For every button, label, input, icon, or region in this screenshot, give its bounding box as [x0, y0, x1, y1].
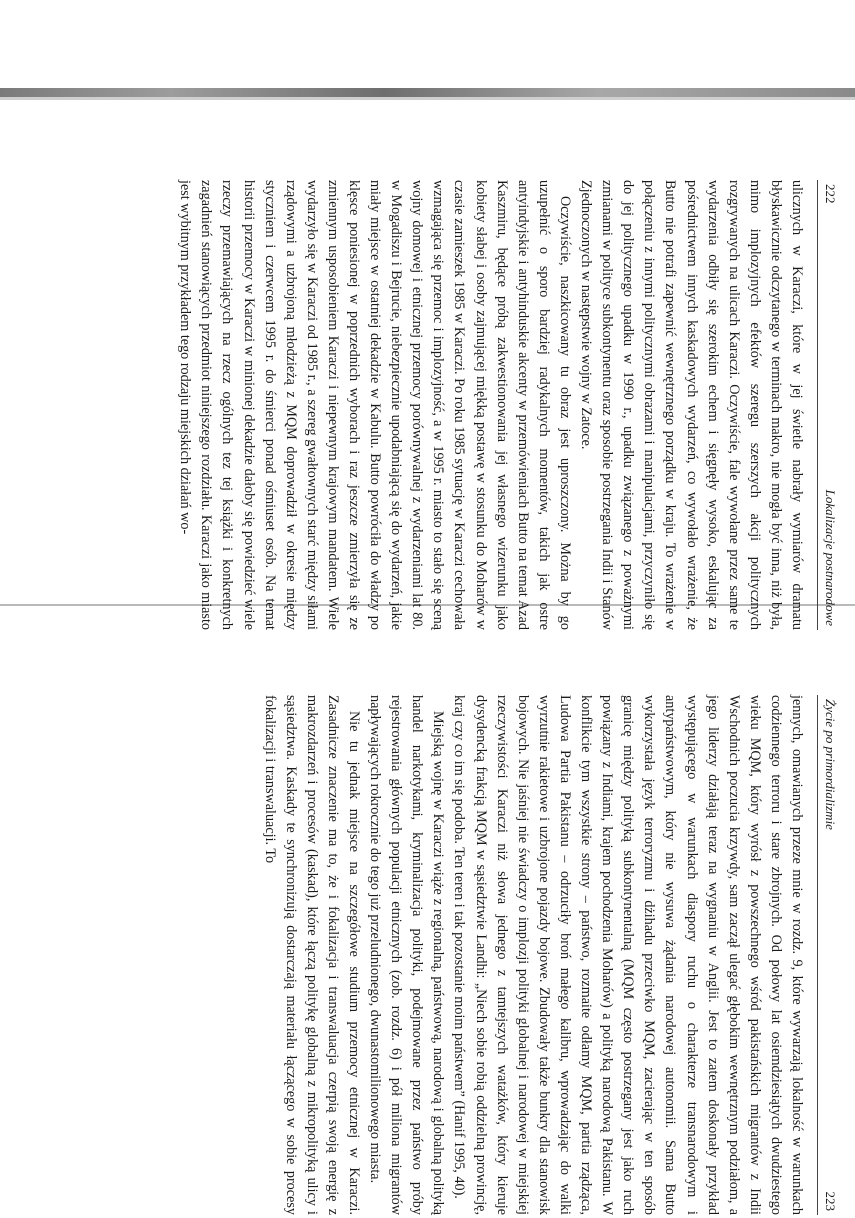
running-title: Lokalizacje postnarodowe [823, 489, 838, 626]
paragraph: Oczywiście, naszkicowany tu obraz jest uproszczony. Można by go uzupełnić o sporo bardziej radykalnych momentów, takich jak ostre antyindyjskie i antyhinduskie akcenty w przemówieniach Butto na temat Azad Kaszmiru, będące próbą zakwestionowania jej własnego wizerunku jako kobiety słabej i osoby zajmującej miękką postawę w stosunku do Moharów w czasie zamieszek 1985 w Karaczi. Po roku 1985 sytuację w Karaczi cechowała wzmagająca się przemoc i implozyjność, a w 1995 r. miasto to stało się sceną wojny domowej i etnicznej przemocy porównywalnej z wydarzeniami lat 80. w Mogadiszu i Bejrucie, niebezpiecznie upodabniającą się do wydarzeń, jakie miały miejsce w ostatniej dekadzie w Kabulu. Butto powróciła do władzy po klęsce poniesionej w poprzednich wyborach i raz jeszcze zmierzyła się ze zmiennym usposobieniem Karaczi i niepewnym krajowym mandatem. Wiele wydarzyło się w Karaczi od 1985 r., a szereg gwałtownych starć między siłami rządowymi a uzbrojoną młodzieżą z MQM doprowadził w okresie między styczniem i czerwcem 1995 r. do śmierci ponad ośmiuset osób. Na temat historii przemocy w Karaczi w minionej dekadzie dałoby się powiedzieć wiele rzeczy przemawiających na rzecz ogólnych tez tej książki i konkretnych zagadnień stanowiących przedmiot niniejszego rozdziału. Karaczi jako miasto jest wybitnym przykładem tego rodzaju miejskich działań wo- [177, 180, 573, 630]
paragraph: Miejską wojnę w Karaczi wiąże z regionalną, państwową, narodową i globalną polityką handel narkotykami, kryminalizacja polityki, podejmowane przez państwo próby rejestrowania głównych populacji etnicznych (zob. rozdz. 6) i pół miliona migrantów napływających rokrocznie do tego już przeludnionego, dwunastomilionowego miasta. [367, 695, 447, 1215]
paragraph: ulicznych w Karaczi, które w jej świetle nabrały wymiarów dramatu błyskawicznie odczytanego w terminach makro, nie mogła być inna, niż była, mimo implozyjnych efektów szeregu szerszych akcji politycznych rozgrywanych na ulicach Karaczi. Oczywiście, fale wywołane przez same te wydarzenia odbiły się szerokim echem i sięgnęły wysoko, eskalując za pośrednictwem innych kaskadowych wydarzeń, co wywołało wrażenie, że Butto nie potrafi zapewnić wewnętrznego porządku w kraju. To wrażenie w połączeniu z innymi politycznymi obrazami i manipulacjami, przyczyniło się do jej politycznego upadku w 1990 r., upadku związanego z poważnymi zmianami w polityce subkontynentu oraz sposobie postrzegania Indii i Stanów Zjednoczonych w następstwie wojny w Zatoce. [578, 180, 805, 630]
paragraph: Nie tu jednak miejsce na szczegółowe studium przemocy etnicznej w Karaczi. Zasadnicze znaczenie ma to, że i fokalizacja i transwaluacja czerpią swoją energię z makrozdarzeń i procesów (kaskad), które łączą politykę globalną z mikropolityką ulicy i sąsiedztwa. Kaskady te synchronizują dostarczają materiału łączącego w sobie procesy fokalizacji i transwaluacji. To [261, 695, 363, 1215]
running-title: Życie po primordializmie [823, 699, 838, 830]
page-number: 223 [823, 1191, 838, 1211]
paragraph: jennych, omawianych przeze mnie w rozdz. 9, które wywarzają lokalność w warunkach codziennego terroru i stare zbrojnych. Od połowy lat osiemdziesiątych dwudziestego wieku MQM, który wyrósł z powszechnego wśród pakistańskich migrantów z Indii Wschodnich poczucia krzywdy, sam zaczął ulegać głębokim wewnętrznym podziałom, a jego liderzy działają teraz na wygnaniu w Anglii. Jest to zatem doskonały przykład występującego w warunkach diaspory ruchu o charakterze transnarodowym i antypaństwowym, który nie wysuwa żądania narodowej autonomii. Sama Butto wykorzystała język terroryzmu i dżihadu przeciwko MQM, zacierając w ten sposób granicę między polityką subkontynentalną (MQM często postrzegany jest jako ruch powiązany z Indiami, krajem pochodzenia Moharów) a polityką narodową Pakistanu. W konflikcie tym wszystkie strony – państwo, rozmaite odłamy MQM, partia rządząca, Ludowa Partia Pakistanu – odrzuciły broń małego kalibru, wprowadzając do walki wyrzutnie rakietowe i uzbrojone pojazdy bojowe. Zbudowały także bunkry dla stanowisk bojowych. Nie jaśniej nie świadczy o implozji polityki globalnej i narodowej w miejskiej rzeczywistości Karaczi niż słowa jednego z tamtejszych watażków, który kieruje dysydencką frakcją MQM w sąsiedztwie Landhi: „Niech sobie robią oddzielną prowincję, kraj czy co im się podoba. Ten teren i tak pozostanie moim państwem” (Hanif 1995, 40). [451, 695, 805, 1215]
left-page [114, 180, 838, 630]
running-head-left [817, 180, 838, 630]
running-head-right [817, 695, 838, 1215]
page-body [259, 695, 807, 1215]
right-page [114, 695, 838, 1215]
page-body [174, 180, 807, 630]
page-number: 222 [823, 184, 838, 204]
